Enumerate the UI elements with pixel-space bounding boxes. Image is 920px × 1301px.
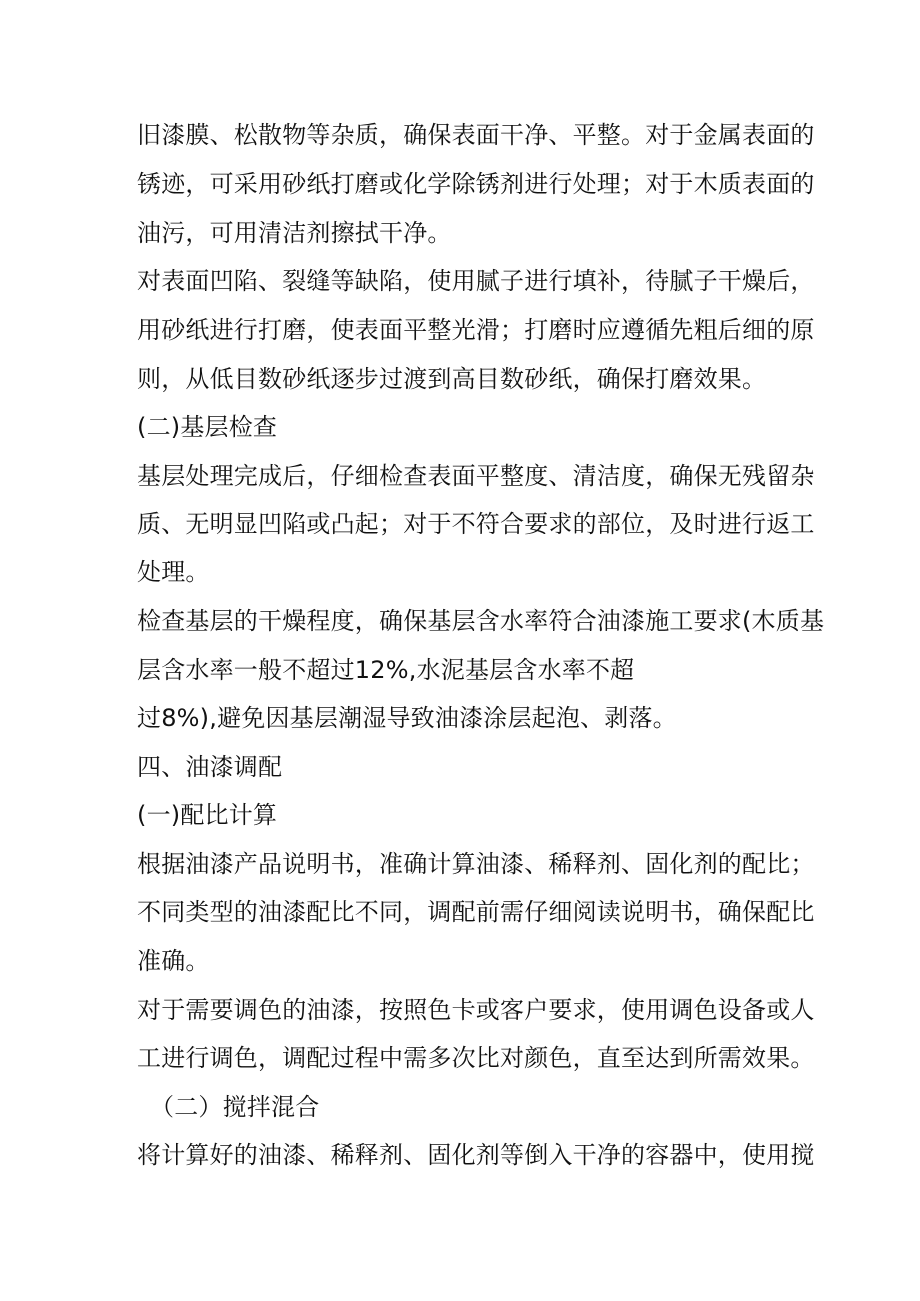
text-line: 将计算好的油漆、稀释剂、固化剂等倒入干净的容器中，使用搅 xyxy=(137,1141,815,1169)
text-line: 对表面凹陷、裂缝等缺陷，使用腻子进行填补，待腻子干燥后， xyxy=(137,267,815,295)
section-heading: (一)配比计算 xyxy=(137,801,278,829)
text-line: 对于需要调色的油漆，按照色卡或客户要求，使用调色设备或人 xyxy=(137,996,815,1024)
text-line: 旧漆膜、松散物等杂质，确保表面干净、平整。对于金属表面的 xyxy=(137,121,815,149)
text-line: 用砂纸进行打磨，使表面平整光滑；打磨时应遵循先粗后细的原 xyxy=(137,316,815,344)
text-line: 锈迹，可采用砂纸打磨或化学除锈剂进行处理；对于木质表面的 xyxy=(137,170,815,198)
section-heading: （二）搅拌混合 xyxy=(150,1093,320,1121)
text-line: 过8%),避免因基层潮湿导致油漆涂层起泡、剥落。 xyxy=(137,704,677,732)
text-line: 工进行调色，调配过程中需多次比对颜色，直至达到所需效果。 xyxy=(137,1044,815,1072)
text-line: 基层处理完成后，仔细检查表面平整度、清洁度，确保无残留杂 xyxy=(137,462,815,490)
section-heading: (二)基层检查 xyxy=(137,413,278,441)
text-line: 根据油漆产品说明书，准确计算油漆、稀释剂、固化剂的配比； xyxy=(137,850,815,878)
text-line: 则，从低目数砂纸逐步过渡到高目数砂纸，确保打磨效果。 xyxy=(137,365,767,393)
text-line: 检查基层的干燥程度，确保基层含水率符合油漆施工要求(木质基 xyxy=(137,607,825,635)
chapter-heading: 四、油漆调配 xyxy=(137,753,283,781)
text-line: 处理。 xyxy=(137,558,210,586)
text-line: 质、无明显凹陷或凸起；对于不符合要求的部位，及时进行返工 xyxy=(137,510,815,538)
text-line: 层含水率一般不超过12%,水泥基层含水率不超 xyxy=(137,656,635,684)
text-line: 不同类型的油漆配比不同，调配前需仔细阅读说明书，确保配比 xyxy=(137,898,815,926)
text-line: 准确。 xyxy=(137,947,210,975)
text-line: 油污，可用清洁剂擦拭干净。 xyxy=(137,219,452,247)
